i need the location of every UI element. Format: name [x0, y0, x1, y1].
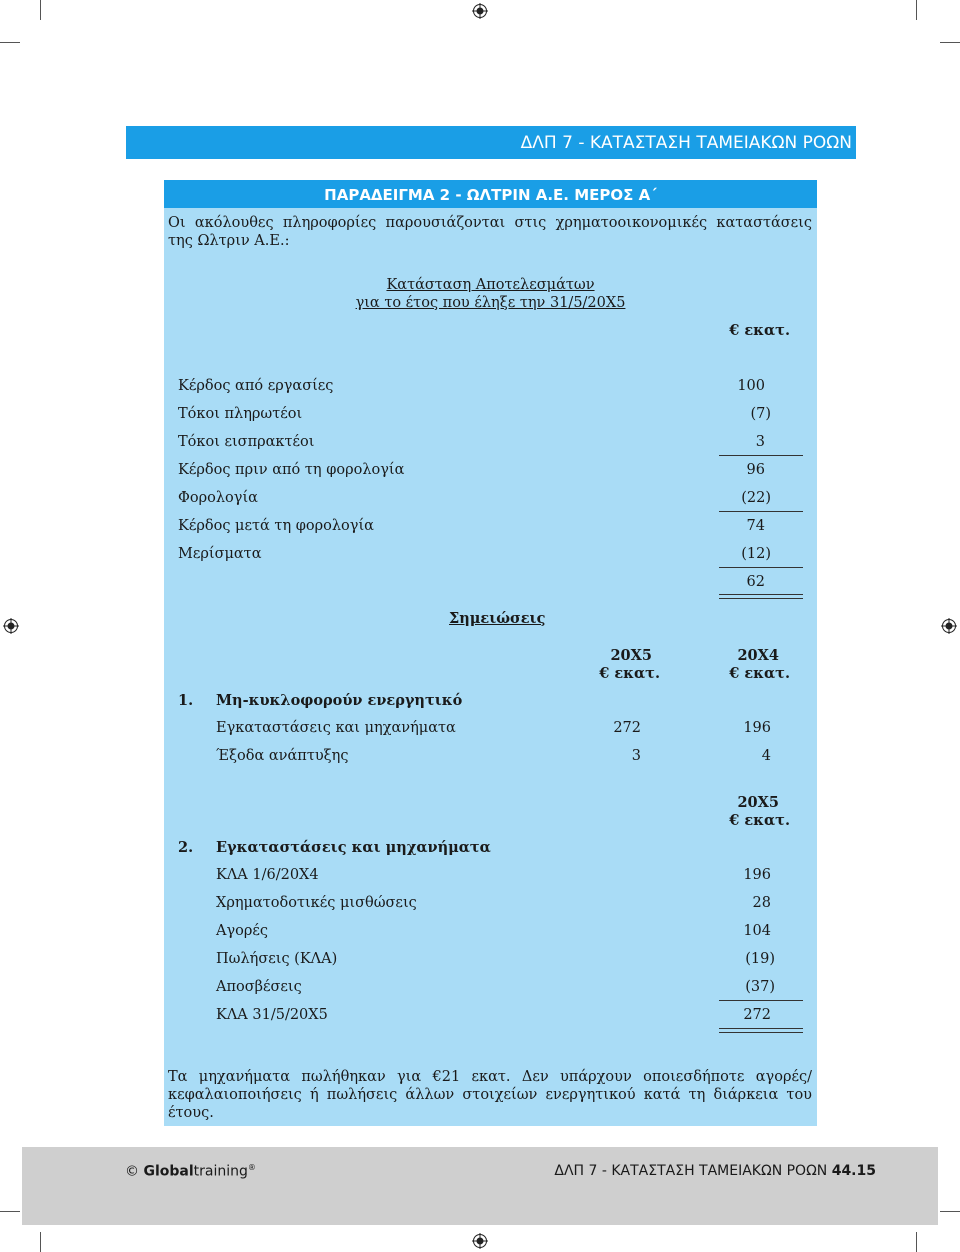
copyright-symbol: © — [125, 1163, 139, 1180]
crop-mark — [916, 1232, 917, 1252]
statement-row-label: Φορολογία — [178, 490, 258, 506]
statement-row-value: 96 — [746, 462, 765, 478]
example-intro: Οι ακόλουθες πληροφορίες παρουσιάζονται στις χρηματοοικονομικές καταστάσεις της Ωλτριν Α.Ε.: — [168, 215, 812, 249]
page-footer — [22, 1147, 938, 1225]
statement-currency: € εκατ. — [729, 322, 790, 339]
statement-title: Κατάσταση Αποτελεσμάτων — [386, 277, 595, 293]
crop-mark — [940, 42, 960, 43]
note2-row-label: ΚΛΑ 1/6/20Χ4 — [216, 867, 319, 883]
footer-copyright — [125, 1163, 256, 1180]
crop-mark — [40, 1232, 41, 1252]
note2-row-value: (37) — [745, 979, 775, 995]
subtotal-rule — [719, 455, 803, 456]
note1-title: Μη-κυκλοφορούν ενεργητικό — [216, 692, 463, 709]
brand-name: Global — [143, 1163, 194, 1180]
subtotal-rule — [719, 567, 803, 568]
note2-col-unit: € εκατ. — [729, 812, 790, 829]
statement-total-value: 62 — [746, 574, 765, 590]
statement-row-value: 74 — [746, 518, 765, 534]
example-title: ΠΑΡΑΔΕΙΓΜΑ 2 - ΩΛΤΡΙΝ Α.Ε. ΜΕΡΟΣ Α΄ — [324, 186, 657, 204]
note2-row-label: Πωλήσεις (ΚΛΑ) — [216, 951, 338, 967]
total-double-rule — [719, 1028, 803, 1033]
registered-mark: ® — [247, 1163, 256, 1172]
note2-row-value: 28 — [752, 895, 771, 911]
crop-mark — [40, 0, 41, 20]
subtotal-rule — [719, 1000, 803, 1001]
example-box — [164, 180, 817, 1126]
note1-col2-unit: € εκατ. — [729, 665, 790, 682]
note1-col2-year: 20Χ4 — [737, 647, 779, 664]
statement-subtitle: για το έτος που έληξε την 31/5/20Χ5 — [355, 295, 626, 311]
statement-row-label: Κέρδος από εργασίες — [178, 378, 334, 394]
note1-col1-year: 20Χ5 — [610, 647, 652, 664]
note1-row-label: Έξοδα ανάπτυξης — [216, 748, 349, 764]
note2-row-label: ΚΛΑ 31/5/20Χ5 — [216, 1007, 328, 1023]
note1-number: 1. — [178, 692, 194, 709]
page-number: 44.15 — [831, 1163, 876, 1179]
note1-row-value-20x5: 3 — [631, 748, 641, 764]
registration-target-icon — [3, 618, 19, 634]
note1-row-label: Εγκαταστάσεις και μηχανήματα — [216, 720, 456, 736]
statement-row-label: Κέρδος πριν από τη φορολογία — [178, 462, 405, 478]
statement-row-value: 3 — [755, 434, 765, 450]
statement-row-label: Τόκοι εισπρακτέοι — [178, 434, 315, 450]
crop-mark — [0, 1211, 20, 1212]
note2-row-label: Αποσβέσεις — [216, 979, 302, 995]
note2-title: Εγκαταστάσεις και μηχανήματα — [216, 839, 491, 856]
registration-target-icon — [941, 618, 957, 634]
note2-row-value: (19) — [745, 951, 775, 967]
crop-mark — [916, 0, 917, 20]
crop-mark — [0, 42, 20, 43]
notes-title: Σημειώσεις — [449, 610, 546, 627]
statement-row-value: 100 — [737, 378, 765, 394]
note1-col1-unit: € εκατ. — [599, 665, 660, 682]
note2-number: 2. — [178, 839, 194, 856]
note2-col-year: 20Χ5 — [737, 794, 779, 811]
example-title-bar — [164, 180, 817, 208]
statement-row-label: Μερίσματα — [178, 546, 262, 562]
chapter-header-bar — [126, 126, 856, 159]
statement-row-value: (7) — [750, 406, 771, 422]
note1-row-value-20x4: 4 — [761, 748, 771, 764]
brand-name-rest: training — [193, 1163, 248, 1180]
note2-row-value: 196 — [743, 867, 771, 883]
registration-target-icon — [472, 3, 488, 19]
note1-row-value-20x5: 272 — [613, 720, 641, 736]
statement-row-label: Τόκοι πληρωτέοι — [178, 406, 303, 422]
note2-row-label: Χρηματοδοτικές μισθώσεις — [216, 895, 417, 911]
footer-section-title: ΔΛΠ 7 - ΚΑΤΑΣΤΑΣΗ ΤΑΜΕΙΑΚΩΝ ΡΟΩΝ — [554, 1163, 828, 1179]
note2-row-value: 272 — [743, 1007, 771, 1023]
statement-row-value: (22) — [741, 490, 771, 506]
chapter-title: ΔΛΠ 7 - ΚΑΤΑΣΤΑΣΗ ΤΑΜΕΙΑΚΩΝ ΡΟΩΝ — [520, 133, 852, 153]
note2-row-label: Αγορές — [216, 923, 269, 939]
note1-row-value-20x4: 196 — [743, 720, 771, 736]
subtotal-rule — [719, 511, 803, 512]
registration-target-icon — [472, 1233, 488, 1249]
total-double-rule — [719, 594, 803, 599]
statement-row-value: (12) — [741, 546, 771, 562]
example-footnote: Τα μηχανήματα πωλήθηκαν για €21 εκατ. Δεν υπάρχουν οποιεσδήποτε αγορές/κεφαλαιοποιήσεις ή πωλήσεις άλλων στοιχείων ενεργητικού κατά τη διάρκεια του έτους. — [168, 1069, 812, 1121]
crop-mark — [940, 1211, 960, 1212]
statement-row-label: Κέρδος μετά τη φορολογία — [178, 518, 374, 534]
note2-row-value: 104 — [743, 923, 771, 939]
footer-section — [554, 1163, 876, 1179]
